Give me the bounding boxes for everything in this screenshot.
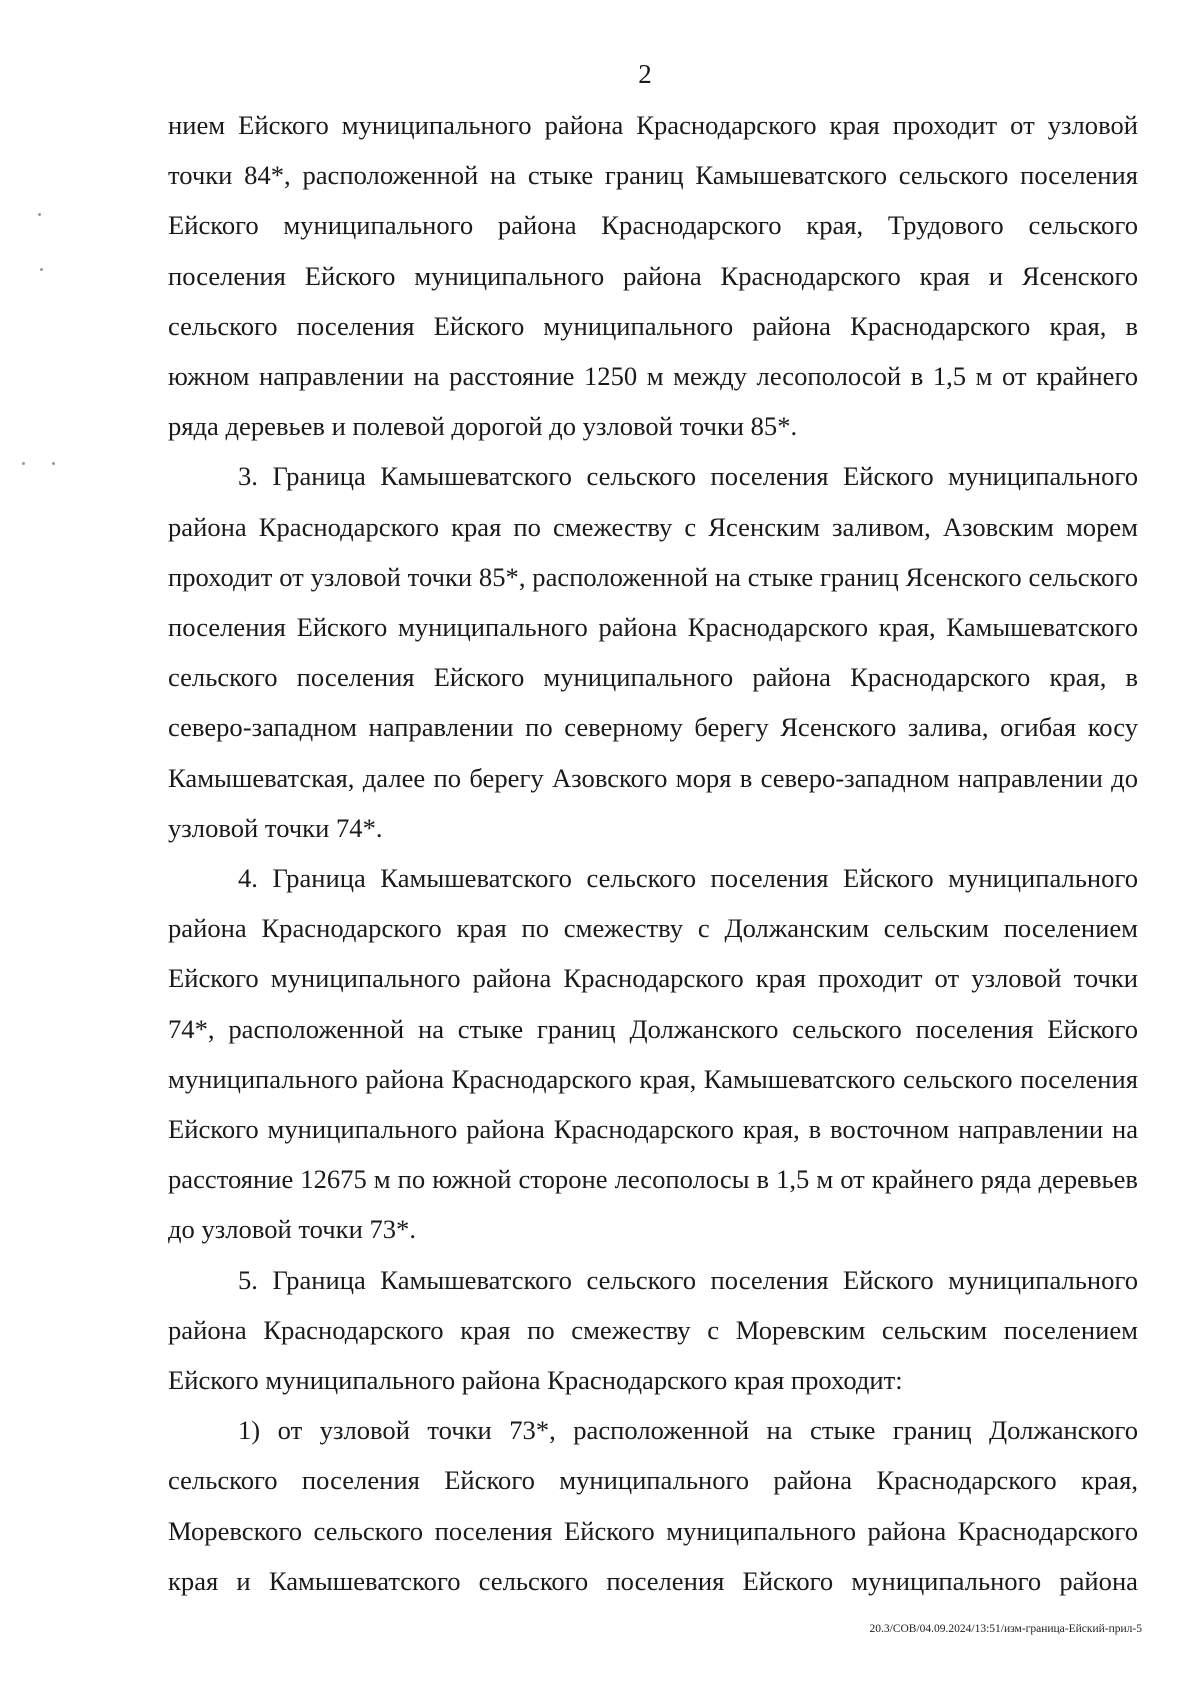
scan-speck	[40, 268, 43, 271]
paragraph-continuation: нием Ейского муниципального района Краснодарского края проходит от узловой точки 84*, расположенной на стыке границ Камышеватского сельского поселения Ейского муниципального района Краснодарского края, Трудового сельского поселения Ейского муниципального района Краснодарского края и Ясенского сельского поселения Ейского муниципального района Краснодарского края, в южном направлении на расстояние 1250 м между лесополосой в 1,5 м от крайнего ряда деревьев и полевой дорогой до узловой точки 85*.	[168, 110, 1138, 442]
paragraph-4: 4. Граница Камышеватского сельского поселения Ейского муниципального района Краснодарского края по смежеству с Должанским сельским поселением Ейского муниципального района Краснодарского края проходит от узловой точки 74*, расположенной на стыке границ Должанского сельского поселения Ейского муниципального района Краснодарского края, Камышеватского сельского поселения Ейского муниципального района Краснодарского края, в восточном направлении на расстояние 12675 м по южной стороне лесополосы в 1,5 м от крайнего ряда деревьев до узловой точки 73*.	[168, 863, 1138, 1245]
page-number: 2	[638, 59, 652, 89]
paragraph-3: 3. Граница Камышеватского сельского поселения Ейского муниципального района Краснодарского края по смежеству с Ясенским заливом, Азовским морем проходит от узловой точки 85*, расположенной на стыке границ Ясенского сельского поселения Ейского муниципального района Краснодарского края, Камышеватского сельского поселения Ейского муниципального района Краснодарского края, в северо-западном направлении по северному берегу Ясенского залива, огибая косу Камышеватская, далее по берегу Азовского моря в северо-западном направлении до узловой точки 74*.	[168, 461, 1138, 843]
footer-document-code: 20.3/СОВ/04.09.2024/13:51/изм-граница-Ейский-прил-5	[869, 1623, 1142, 1635]
scan-speck	[52, 462, 55, 465]
paragraph-5-item-1: 1) от узловой точки 73*, расположенной на стыке границ Должанского сельского поселения Ейского муниципального района Краснодарского края, Моревского сельского поселения Ейского муниципального района Краснодарского края и Камышеватского сельского поселения Ейского муниципального района	[168, 1415, 1138, 1596]
paragraph-5: 5. Граница Камышеватского сельского поселения Ейского муниципального района Краснодарского края по смежеству с Моревским сельским поселением Ейского муниципального района Краснодарского края проходит:	[168, 1264, 1138, 1396]
scan-speck	[38, 213, 41, 216]
scan-speck	[22, 462, 25, 465]
document-body	[168, 100, 1138, 1606]
